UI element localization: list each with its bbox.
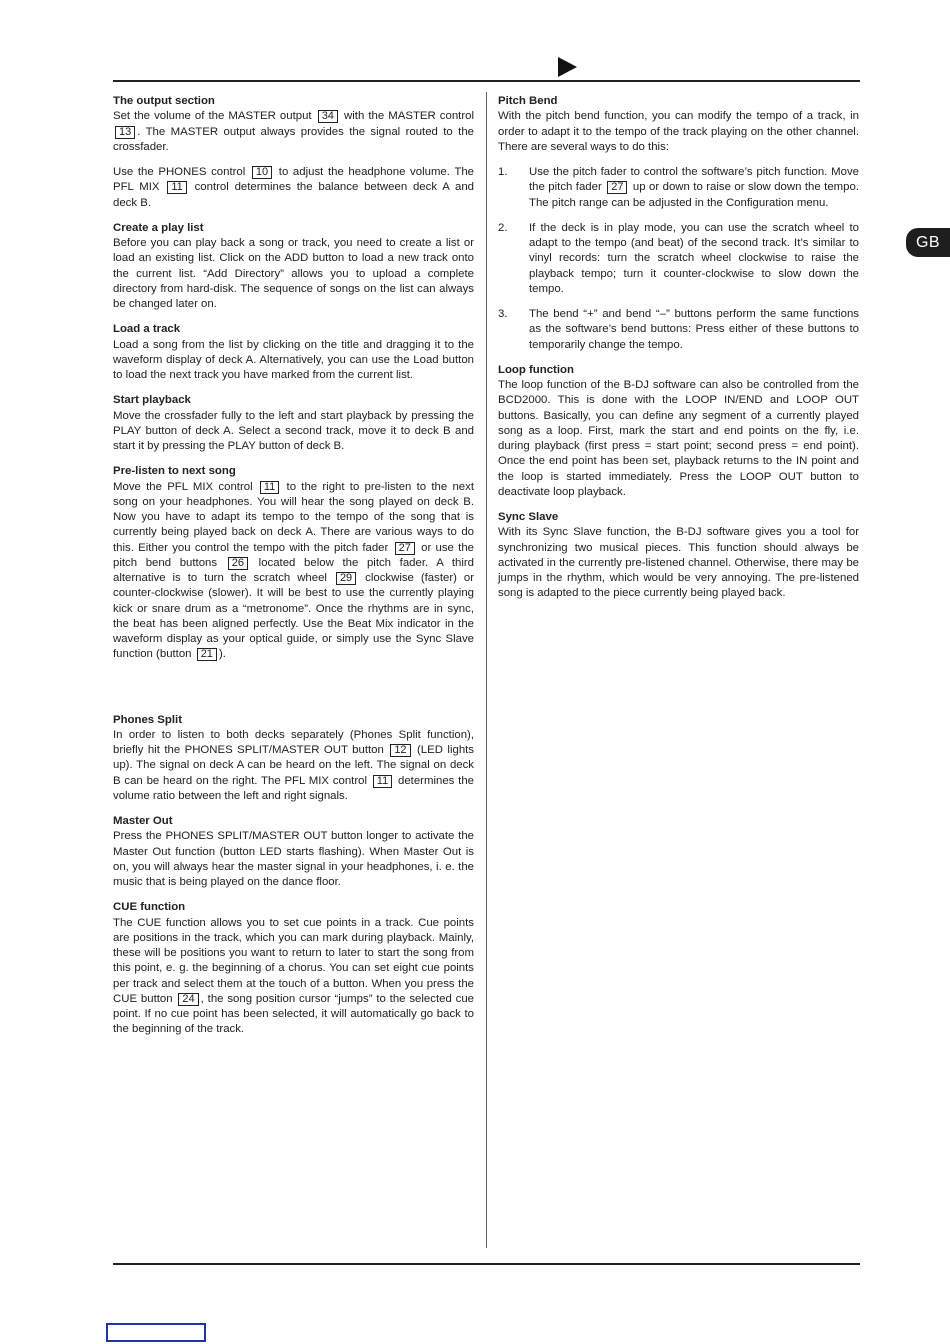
control-ref: 24 [178, 993, 198, 1006]
header-rule [113, 80, 860, 82]
section-heading: The output section [113, 95, 215, 107]
section-heading: Loop function [498, 363, 574, 376]
section-load-track [113, 322, 474, 383]
column-divider [486, 92, 487, 1248]
play-arrow-icon [558, 57, 577, 77]
section-paragraph: With the pitch bend function, you can modify the tempo of a track, in order to adapt it to the tempo of the track playing on the other channel. There are several ways to do this: [498, 110, 859, 153]
section-playlist [113, 221, 474, 313]
section-heading: Create a play list [113, 221, 204, 234]
section-heading: Pre-listen to next song [113, 465, 236, 478]
section-heading: Pitch Bend [498, 95, 558, 107]
control-ref: 12 [390, 744, 410, 757]
section-paragraph: Press the PHONES SPLIT/MASTER OUT button longer to activate the Master Out function (button LED starts flashing). When Master Out is on, you will always hear the master signal in your headphones, i. e. the music that is being played on the dance floor. [113, 830, 474, 888]
section-cue [113, 900, 474, 1037]
list-item: 2. If the deck is in play mode, you can use the scratch wheel to adapt to the tempo (and beat) of the second track. It’s similar to vinyl records: turn the scratch wheel clockwise to raise the playback tempo; turn it counter-clockwise to slow down the tempo. [498, 221, 859, 295]
control-ref: 21 [197, 648, 217, 661]
list-item: 3. The bend “+” and bend “–” buttons perform the same functions as the software’s bend buttons: Press either of these buttons to temporarily change the tempo. [498, 308, 859, 351]
control-ref: 29 [336, 572, 356, 585]
section-pitch-bend [498, 94, 859, 353]
section-loop [498, 363, 859, 500]
section-paragraph: The loop function of the B-DJ software can also be controlled from the BCD2000. This is done with the LOOP IN/END and LOOP OUT buttons. Basically, you can define any segment of a currently played song as a loop. First, mark the start and end points on the fly, i.e. during playback (first press = start point; second press = end point). Once the end point has been set, playback returns to the IN point and the loop is started immediately. Press the LOOP OUT button to deactivate loop playback. [498, 379, 859, 498]
section-paragraph: Load a song from the list by clicking on the title and dragging it to the waveform display of deck A. Alternatively, you can use the Load button to load the next track you have marked from the current list. [113, 338, 474, 381]
left-column [113, 94, 474, 1048]
section-heading: Phones Split [113, 713, 182, 726]
control-ref: 27 [395, 542, 415, 555]
control-ref: 34 [318, 110, 338, 123]
section-heading: CUE function [113, 901, 186, 914]
section-paragraph: With its Sync Slave function, the B-DJ software gives you a tool for synchronizing two musical pieces. This function should always be activated in the currently pre-listened channel. Otherwise, there may be jumps in the rhythm, which would be very annoying. The pre-listened song is adapted to the piece currently being played back. [498, 526, 859, 600]
footer-link-box[interactable] [106, 1323, 206, 1342]
section-paragraph: Use the PHONES control 10 to adjust the headphone volume. The PFL MIX 11 control determines the balance between deck A and deck B. [113, 166, 474, 209]
section-heading: Start playback [113, 394, 191, 407]
section-heading: Load a track [113, 323, 181, 336]
section-sync-slave [498, 510, 859, 602]
section-heading: Master Out [113, 815, 173, 827]
control-ref: 26 [228, 557, 248, 570]
control-ref: 11 [373, 775, 392, 788]
section-paragraph: In order to listen to both decks separately (Phones Split function), briefly hit the PHONES SPLIT/MASTER OUT button 12 (LED lights up). The signal on deck A can be heard on the left. The signal on deck B can be heard on the right. The PFL MIX control 11 determines the volume ratio between the left and right signals. [113, 728, 475, 802]
section-output [113, 94, 474, 211]
control-ref: 13 [115, 126, 135, 139]
section-paragraph: Move the PFL MIX control 11 to the right to pre-listen to the next song on your headphones. You will hear the song played on deck B. Now you have to adapt its tempo to the tempo of the song that is currently being played back on deck A. There are various ways to do this. Either you control the tempo with the pitch fader 27 or use the pitch bend buttons 26 located below the pitch fader. A third alternative is to turn the scratch wheel 29 clockwise (faster) or counter-clockwise (slower). It will be best to use the currently playing kick or snare drum as a “metronome”. Once the rhythms are in sync, the beat has been aligned perfectly. Use the Beat Mix indicator in the waveform display as your optical guide, or simply use the Sync Slave function (button 21 ). [113, 480, 475, 661]
section-paragraph: Set the volume of the MASTER output 34 with the MASTER control 13 . The MASTER output always provides the signal routed to the crossfader. [113, 110, 474, 153]
language-badge: GB [906, 228, 950, 257]
section-master-out [113, 814, 474, 890]
section-paragraph: The CUE function allows you to set cue points in a track. Cue points are positions in the track, which you can mark during playback. Mainly, these will be positions you want to return to later to start the song from this point, e. g. the beginning of a chorus. You can set eight cue points per track and select them at the touch of a button. When you press the CUE button 24 , the song position cursor “jumps” to the selected cue point. If no cue point has been selected, it will automatically go back to the beginning of the track. [113, 916, 474, 1036]
right-column [498, 94, 859, 612]
control-ref: 11 [167, 181, 186, 194]
pitch-steps-list [498, 165, 859, 353]
section-prelisten [113, 464, 474, 662]
list-item: 1. Use the pitch fader to control the software’s pitch function. Move the pitch fader 27 up or down to raise or slow down the tempo. The pitch range can be adjusted in the Configuration menu. [498, 166, 859, 209]
control-ref: 27 [607, 181, 627, 194]
footer-rule [113, 1263, 860, 1265]
section-heading: Sync Slave [498, 511, 559, 523]
section-paragraph: Move the crossfader fully to the left and start playback by pressing the PLAY button of deck A. Select a second track, move it to deck B and start it by pressing the PLAY button of deck B. [113, 409, 474, 452]
control-ref: 10 [252, 166, 272, 179]
section-start-playback [113, 393, 474, 454]
section-paragraph: Before you can play back a song or track, you need to create a list or load an existing list. Click on the ADD button to load a new track onto the current list. “Add Directory” allows you to upload a complete directory from hard-disk. The sequence of songs on the list can always be changed later on. [113, 237, 474, 310]
section-phones-split [113, 713, 474, 805]
control-ref: 11 [260, 481, 279, 494]
